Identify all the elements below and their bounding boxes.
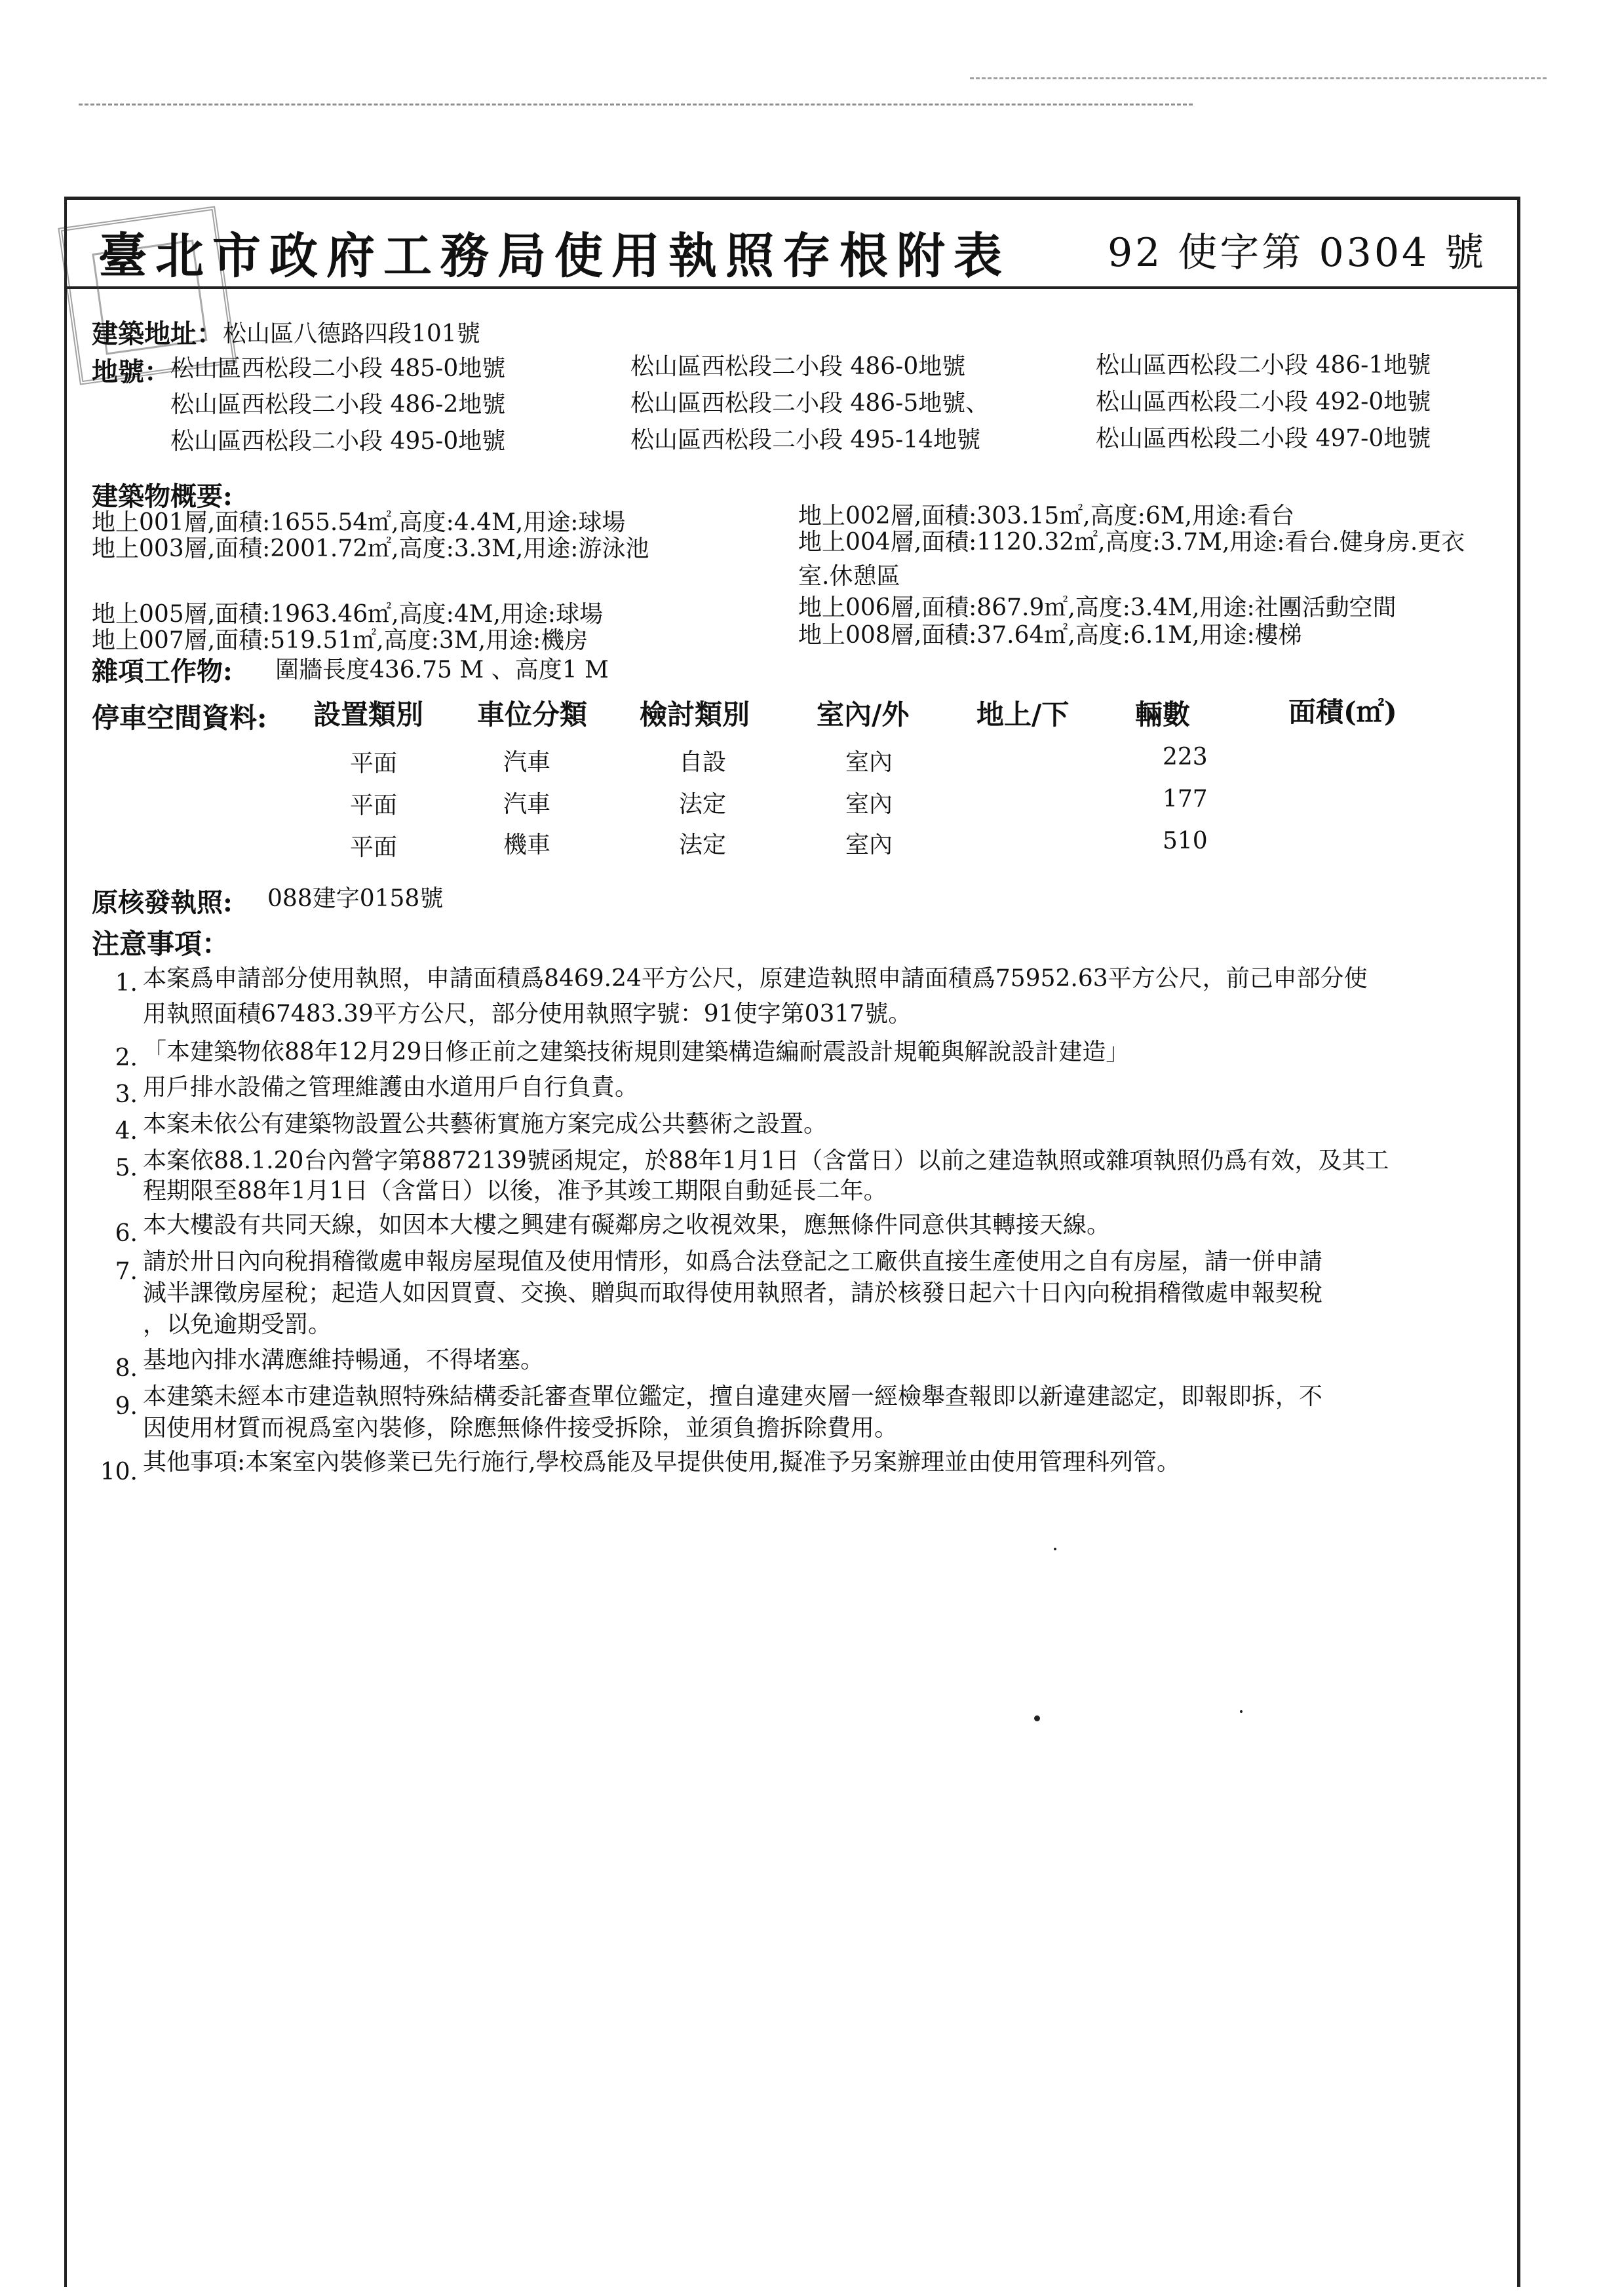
floor-entry: 地上004層,面積:1120.32㎡,高度:3.7M,用途:看台.健身房.更衣 (798, 529, 1465, 556)
note-line: 本案依88.1.20台內營字第8872139號函規定，於88年1月1日（含當日）以前之建造執照或雜項執照仍爲有效，及其工 (143, 1147, 1389, 1174)
note-line: 本建築未經本市建造執照特殊結構委託審查單位鑑定，擅自違建夾層一經檢舉查報即以新違建認定，即報即拆，不 (143, 1383, 1323, 1410)
floor-entry: 地上007層,面積:519.51㎡,高度:3M,用途:機房 (92, 627, 588, 654)
note-number: 8. (115, 1355, 138, 1382)
parking-header: 地上/下 (976, 698, 1070, 731)
note-line: 本案爲申請部分使用執照，申請面積爲8469.24平方公尺，原建造執照申請面積爲75952.63平方公尺，前己申部分使 (143, 965, 1368, 992)
parking-cell: 自設 (679, 749, 727, 776)
parking-header: 檢討類別 (640, 698, 750, 731)
note-number: 6. (115, 1220, 138, 1247)
floor-entry: 室.休憩區 (798, 563, 900, 590)
parking-cell: 平面 (350, 792, 398, 819)
parking-cell: 汽車 (503, 791, 551, 818)
misc-works-label: 雜項工作物: (92, 656, 233, 687)
lot-item: 松山區西松段二小段 486-0地號 (630, 353, 966, 380)
floor-entry: 地上002層,面積:303.15㎡,高度:6M,用途:看台 (798, 503, 1295, 529)
note-number: 9. (115, 1393, 138, 1420)
note-line: 用執照面積67483.39平方公尺，部分使用執照字號：91使字第0317號。 (143, 1001, 912, 1027)
note-number: 2. (115, 1044, 138, 1071)
notes-label: 注意事項： (92, 928, 230, 960)
address-value: 松山區八德路四段101號 (223, 320, 480, 347)
parking-cell: 室內 (845, 832, 893, 858)
note-number: 4. (115, 1118, 138, 1145)
floor-entry: 地上008層,面積:37.64㎡,高度:6.1M,用途:樓梯 (798, 622, 1302, 649)
address-label: 建築地址： (92, 318, 223, 349)
note-line: 請於卅日內向稅捐稽徵處申報房屋現值及使用情形，如爲合法登記之工廠供直接生產使用之自有房屋，請一併申請 (143, 1248, 1323, 1275)
note-line: ，以免逾期受罰。 (143, 1311, 332, 1338)
scan-artifact-line (970, 77, 1547, 79)
permit-number: 92 使字第 0304 號 (1108, 230, 1487, 276)
note-line: 其他事項:本案室內裝修業已先行施行,學校爲能及早提供使用,擬准予另案辦理並由使用管理科列管。 (143, 1449, 1181, 1476)
original-permit-label: 原核發執照: (92, 887, 233, 918)
building-summary-label: 建築物概要: (92, 481, 233, 512)
lot-item: 松山區西松段二小段 492-0地號 (1096, 389, 1431, 415)
document-title: 臺北市政府工務局使用執照存根附表 (98, 228, 1011, 284)
scan-speck (1240, 1710, 1243, 1713)
lot-item: 松山區西松段二小段 485-0地號 (170, 355, 506, 382)
parking-header: 車位分類 (477, 698, 588, 731)
floor-entry: 地上003層,面積:2001.72㎡,高度:3.3M,用途:游泳池 (92, 535, 649, 562)
floor-entry: 地上006層,面積:867.9㎡,高度:3.4M,用途:社團活動空間 (798, 594, 1397, 621)
lot-item: 松山區西松段二小段 486-5地號、 (630, 390, 990, 417)
lot-item: 松山區西松段二小段 495-0地號 (170, 428, 506, 455)
note-number: 1. (115, 970, 138, 997)
parking-cell: 223 (1163, 744, 1208, 771)
parking-header: 室內/外 (817, 698, 910, 731)
parking-cell: 法定 (679, 791, 727, 818)
note-line: 「本建築物依88年12月29日修正前之建築技術規則建築構造編耐震設計規範與解說設計建造」 (143, 1039, 1130, 1065)
parking-label: 停車空間資料: (92, 702, 267, 734)
lot-item: 松山區西松段二小段 495-14地號 (630, 427, 981, 453)
note-line: 本案未依公有建築物設置公共藝術實施方案完成公共藝術之設置。 (143, 1111, 828, 1138)
note-number: 10. (100, 1459, 138, 1485)
parking-cell: 法定 (679, 832, 727, 858)
original-permit-value: 088建字0158號 (267, 885, 444, 912)
misc-works-value: 圍牆長度436.75 M 、高度1 M (275, 657, 609, 683)
note-line: 因使用材質而視爲室內裝修，除應無條件接受拆除，並須負擔拆除費用。 (143, 1415, 898, 1442)
note-line: 本大樓設有共同天線，如因本大樓之興建有礙鄰房之收視效果，應無條件同意供其轉接天線。 (143, 1212, 1111, 1238)
note-number: 5. (115, 1155, 138, 1181)
parking-cell: 平面 (350, 834, 398, 861)
parking-header: 面積(㎡) (1288, 696, 1397, 728)
lots-label: 地號： (92, 356, 170, 387)
parking-cell: 510 (1163, 828, 1208, 854)
scan-speck (1054, 1548, 1056, 1550)
parking-cell: 平面 (350, 750, 398, 777)
floor-entry: 地上005層,面積:1963.46㎡,高度:4M,用途:球場 (92, 601, 604, 628)
parking-cell: 室內 (845, 749, 893, 776)
note-line: 用戶排水設備之管理維護由水道用戶自行負責。 (143, 1074, 639, 1101)
scan-artifact-line (79, 104, 1193, 105)
lot-item: 松山區西松段二小段 486-2地號 (170, 391, 506, 418)
note-number: 3. (115, 1081, 138, 1108)
parking-header: 輛數 (1135, 698, 1191, 731)
parking-header: 設置類別 (313, 698, 424, 731)
parking-cell: 177 (1163, 786, 1208, 813)
parking-cell: 機車 (503, 832, 551, 858)
floor-entry: 地上001層,面積:1655.54㎡,高度:4.4M,用途:球場 (92, 509, 626, 536)
parking-cell: 室內 (845, 791, 893, 818)
lot-item: 松山區西松段二小段 497-0地號 (1096, 425, 1431, 452)
lot-item: 松山區西松段二小段 486-1地號 (1096, 352, 1431, 379)
note-number: 7. (115, 1258, 138, 1285)
note-line: 減半課徵房屋稅；起造人如因買賣、交換、贈與而取得使用執照者，請於核發日起六十日內向稅捐稽徵處申報契稅 (143, 1280, 1323, 1307)
note-line: 基地內排水溝應維持暢通，不得堵塞。 (143, 1347, 545, 1373)
scan-speck (1034, 1715, 1040, 1721)
note-line: 程期限至88年1月1日（含當日）以後，准予其竣工期限自動延長二年。 (143, 1177, 887, 1204)
parking-cell: 汽車 (503, 749, 551, 776)
